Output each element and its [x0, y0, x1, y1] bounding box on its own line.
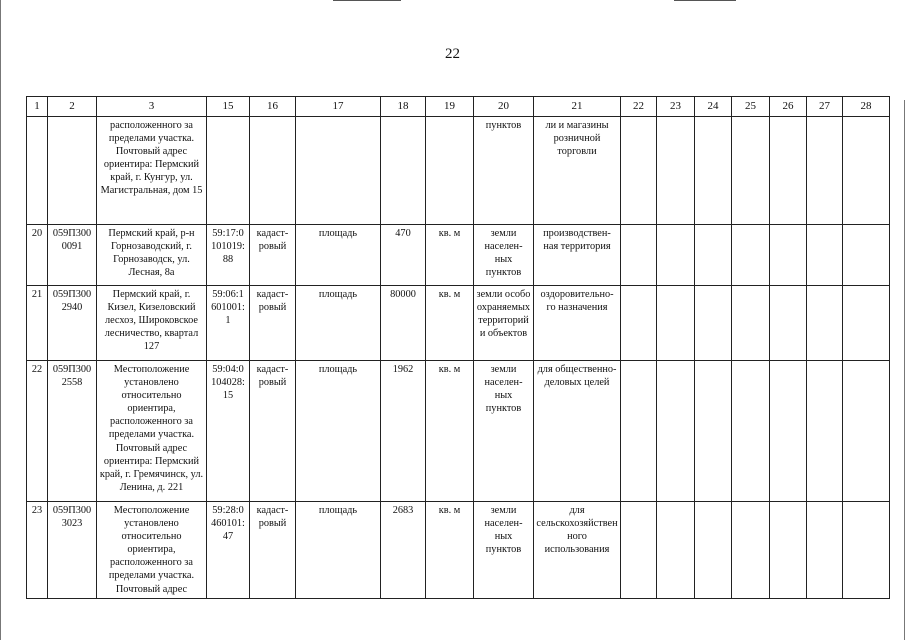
cell-parameter: площадь: [296, 286, 381, 361]
cell-land-category: земли населен- ных пунктов: [474, 502, 534, 599]
cell-empty: [732, 361, 770, 502]
cell-number-type: кадаст- ровый: [250, 502, 296, 599]
cell-empty: [770, 286, 807, 361]
cell-address: Местоположение установлено относительно ориентира, расположенного за пределами участка. Почтовый адрес ориентира: Пермский край, г. Гремячинск, ул. Ленина, д. 221: [97, 361, 207, 502]
cell-address: расположенного за пределами участка. Почтовый адрес ориентира: Пермский край, г. Кунгур, ул. Магистральная, дом 15: [97, 117, 207, 225]
cell-reg-number: 059П300 2558: [48, 361, 97, 502]
cell-empty: [381, 117, 426, 225]
column-header: 25: [732, 97, 770, 117]
cell-parameter: площадь: [296, 225, 381, 286]
cell-land-category: земли особо охраняемых территорий и объектов: [474, 286, 534, 361]
cell-parameter: площадь: [296, 361, 381, 502]
table-row: [27, 502, 890, 599]
cell-parameter: площадь: [296, 502, 381, 599]
cell-empty: [621, 117, 657, 225]
column-header: 18: [381, 97, 426, 117]
cell-empty: [843, 502, 890, 599]
cell-cadastral-number: 59:28:0 460101: 47: [207, 502, 250, 599]
cell-empty: [296, 117, 381, 225]
cell-empty: [732, 117, 770, 225]
cell-empty: [695, 502, 732, 599]
cell-empty: [843, 361, 890, 502]
cell-empty: [807, 361, 843, 502]
cell-cadastral-number: 59:06:1 601001: 1: [207, 286, 250, 361]
cell-empty: [250, 117, 296, 225]
cell-empty: [807, 286, 843, 361]
cell-unit: кв. м: [426, 361, 474, 502]
cell-number-type: кадаст- ровый: [250, 225, 296, 286]
cell-empty: [695, 225, 732, 286]
cell-permitted-use: ли и магазины розничной торговли: [534, 117, 621, 225]
cell-empty: [657, 117, 695, 225]
top-scan-line-right: [674, 0, 736, 1]
cell-empty: [695, 117, 732, 225]
column-header: 15: [207, 97, 250, 117]
cell-number-type: кадаст- ровый: [250, 361, 296, 502]
column-header: 16: [250, 97, 296, 117]
land-registry-table: [26, 96, 890, 599]
cell-empty: [657, 286, 695, 361]
column-header: 21: [534, 97, 621, 117]
cell-empty: [621, 225, 657, 286]
top-scan-line-left: [333, 0, 401, 1]
cell-unit: кв. м: [426, 286, 474, 361]
column-header: 24: [695, 97, 732, 117]
cell-permitted-use: производствен- ная территория: [534, 225, 621, 286]
cell-cadastral-number: 59:17:0 101019: 88: [207, 225, 250, 286]
cell-row-number: 23: [27, 502, 48, 599]
table-row-continuation: [27, 117, 890, 225]
cell-empty: [770, 502, 807, 599]
cell-empty: [621, 361, 657, 502]
cell-row-number: 22: [27, 361, 48, 502]
column-number-row: [27, 97, 890, 117]
page-number: 22: [445, 46, 460, 62]
table-row: [27, 361, 890, 502]
column-header: 3: [97, 97, 207, 117]
cell-permitted-use: для сельскохозяйственного использования: [534, 502, 621, 599]
column-header: 26: [770, 97, 807, 117]
cell-empty: [657, 225, 695, 286]
cell-empty: [843, 286, 890, 361]
cell-empty: [843, 225, 890, 286]
cell-permitted-use: для общественно-деловых целей: [534, 361, 621, 502]
cell-empty: [807, 225, 843, 286]
column-header: 1: [27, 97, 48, 117]
cell-land-category: земли населен- ных пунктов: [474, 361, 534, 502]
cell-unit: кв. м: [426, 225, 474, 286]
column-header: 22: [621, 97, 657, 117]
left-scan-edge: [0, 0, 1, 640]
cell-permitted-use: оздоровительно- го назначения: [534, 286, 621, 361]
cell-number-type: кадаст- ровый: [250, 286, 296, 361]
cell-unit: кв. м: [426, 502, 474, 599]
table-row: [27, 225, 890, 286]
cell-reg-number: 059П300 3023: [48, 502, 97, 599]
cell-empty: [621, 502, 657, 599]
cell-empty: [843, 117, 890, 225]
cell-cadastral-number: 59:04:0 104028: 15: [207, 361, 250, 502]
cell-empty: [48, 117, 97, 225]
column-header: 17: [296, 97, 381, 117]
cell-empty: [732, 286, 770, 361]
column-header: 19: [426, 97, 474, 117]
cell-empty: [732, 225, 770, 286]
cell-empty: [426, 117, 474, 225]
cell-address: Местоположение установлено относительно ориентира, расположенного за пределами участка. Почтовый адрес: [97, 502, 207, 599]
cell-land-category: земли населен- ных пунктов: [474, 225, 534, 286]
cell-empty: [207, 117, 250, 225]
column-header: 23: [657, 97, 695, 117]
column-header: 20: [474, 97, 534, 117]
cell-empty: [770, 361, 807, 502]
cell-empty: [657, 361, 695, 502]
cell-empty: [27, 117, 48, 225]
cell-address: Пермский край, г. Кизел, Кизеловский лесхоз, Широковское лесничество, квартал 127: [97, 286, 207, 361]
cell-reg-number: 059П300 0091: [48, 225, 97, 286]
cell-empty: [807, 502, 843, 599]
column-header: 2: [48, 97, 97, 117]
cell-empty: [657, 502, 695, 599]
cell-empty: [732, 502, 770, 599]
cell-land-category: пунктов: [474, 117, 534, 225]
cell-empty: [807, 117, 843, 225]
cell-empty: [770, 225, 807, 286]
cell-value: 1962: [381, 361, 426, 502]
cell-value: 470: [381, 225, 426, 286]
cell-reg-number: 059П300 2940: [48, 286, 97, 361]
cell-address: Пермский край, р-н Горнозаводский, г. Горнозаводск, ул. Лесная, 8а: [97, 225, 207, 286]
cell-row-number: 20: [27, 225, 48, 286]
column-header: 28: [843, 97, 890, 117]
cell-row-number: 21: [27, 286, 48, 361]
cell-empty: [695, 361, 732, 502]
column-header: 27: [807, 97, 843, 117]
cell-value: 2683: [381, 502, 426, 599]
cell-empty: [695, 286, 732, 361]
cell-value: 80000: [381, 286, 426, 361]
cell-empty: [621, 286, 657, 361]
table-row: [27, 286, 890, 361]
cell-empty: [770, 117, 807, 225]
